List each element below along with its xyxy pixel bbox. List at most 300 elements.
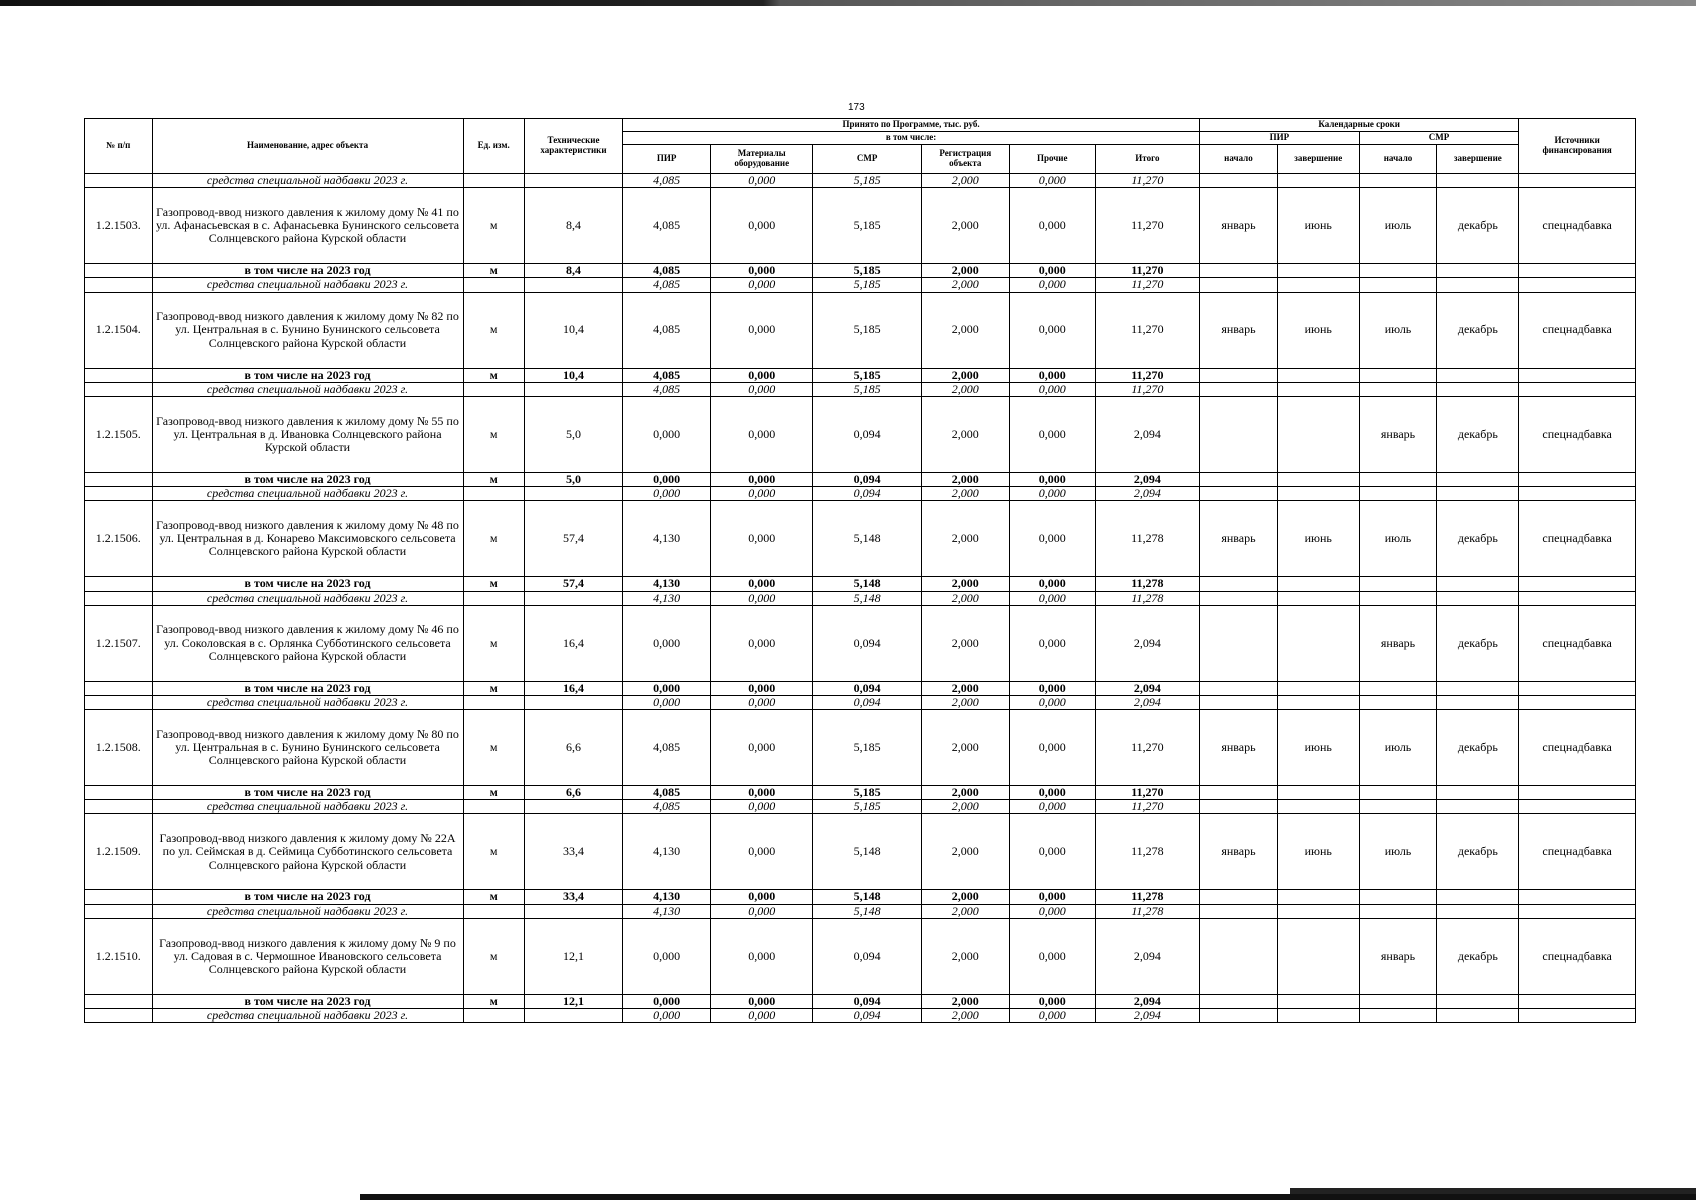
- fund-row: [85, 1009, 1636, 1023]
- object-smr-start: июль: [1359, 501, 1437, 577]
- subtotal-label: в том числе на 2023 год: [152, 786, 463, 800]
- fund-total: 11,270: [1095, 278, 1199, 292]
- object-smr-end: декабрь: [1437, 188, 1519, 264]
- table-header: [85, 119, 1636, 174]
- subtotal-materials: 0,000: [711, 264, 813, 278]
- object-number: 1.2.1510.: [85, 918, 153, 994]
- subtotal-other: 0,000: [1009, 786, 1095, 800]
- object-pir-start: [1200, 396, 1278, 472]
- object-smr: 5,185: [813, 292, 921, 368]
- subtotal-smr: 5,148: [813, 577, 921, 591]
- header-no: № п/п: [85, 119, 153, 174]
- subtotal-materials: 0,000: [711, 786, 813, 800]
- object-other: 0,000: [1009, 605, 1095, 681]
- subtotal-unit: м: [463, 994, 524, 1008]
- object-materials: 0,000: [711, 292, 813, 368]
- fund-pir: 4,130: [623, 904, 711, 918]
- subtotal-other: 0,000: [1009, 577, 1095, 591]
- object-registration: 2,000: [921, 188, 1009, 264]
- object-tech: 12,1: [524, 918, 622, 994]
- object-tech: 6,6: [524, 710, 622, 786]
- subtotal-unit: м: [463, 681, 524, 695]
- object-materials: 0,000: [711, 814, 813, 890]
- subtotal-total: 2,094: [1095, 681, 1199, 695]
- fund-other: 0,000: [1009, 591, 1095, 605]
- fund-label: средства специальной надбавки 2023 г.: [152, 382, 463, 396]
- subtotal-registration: 2,000: [921, 890, 1009, 904]
- fund-registration: 2,000: [921, 278, 1009, 292]
- subtotal-2023-row: [85, 681, 1636, 695]
- scan-edge-bottom: [360, 1194, 1696, 1200]
- subtotal-label: в том числе на 2023 год: [152, 994, 463, 1008]
- subtotal-pir: 4,130: [623, 577, 711, 591]
- object-smr-start: январь: [1359, 396, 1437, 472]
- fund-row: [85, 800, 1636, 814]
- header-cal-smr: СМР: [1359, 132, 1519, 145]
- object-total: 11,270: [1095, 188, 1199, 264]
- fund-total: 11,278: [1095, 904, 1199, 918]
- object-number: 1.2.1503.: [85, 188, 153, 264]
- subtotal-2023-row: [85, 890, 1636, 904]
- subtotal-tech: 57,4: [524, 577, 622, 591]
- object-smr: 0,094: [813, 396, 921, 472]
- fund-total: 2,094: [1095, 695, 1199, 709]
- fund-smr: 5,148: [813, 591, 921, 605]
- fund-pir: 0,000: [623, 1009, 711, 1023]
- fund-total: 2,094: [1095, 1009, 1199, 1023]
- fund-materials: 0,000: [711, 382, 813, 396]
- object-pir-end: июнь: [1277, 710, 1359, 786]
- subtotal-tech: 10,4: [524, 368, 622, 382]
- subtotal-other: 0,000: [1009, 890, 1095, 904]
- object-smr-end: декабрь: [1437, 814, 1519, 890]
- object-source: спецнадбавка: [1519, 605, 1636, 681]
- fund-materials: 0,000: [711, 904, 813, 918]
- object-pir: 0,000: [623, 918, 711, 994]
- object-name: Газопровод-ввод низкого давления к жилому дому № 80 по ул. Центральная в с. Бунино Бунинского сельсовета Солнцевского района Курской области: [152, 710, 463, 786]
- object-source: спецнадбавка: [1519, 814, 1636, 890]
- program-table: [84, 118, 1636, 1023]
- object-other: 0,000: [1009, 710, 1095, 786]
- object-tech: 8,4: [524, 188, 622, 264]
- object-other: 0,000: [1009, 814, 1095, 890]
- fund-label: средства специальной надбавки 2023 г.: [152, 695, 463, 709]
- object-other: 0,000: [1009, 396, 1095, 472]
- object-source: спецнадбавка: [1519, 501, 1636, 577]
- subtotal-tech: 16,4: [524, 681, 622, 695]
- object-source: спецнадбавка: [1519, 710, 1636, 786]
- object-smr-start: июль: [1359, 292, 1437, 368]
- fund-other: 0,000: [1009, 174, 1095, 188]
- subtotal-total: 11,278: [1095, 577, 1199, 591]
- object-total: 11,270: [1095, 710, 1199, 786]
- header-smr: СМР: [813, 145, 921, 174]
- object-row: [85, 710, 1636, 786]
- fund-pir: 4,085: [623, 382, 711, 396]
- subtotal-unit: м: [463, 264, 524, 278]
- header-name: Наименование, адрес объекта: [152, 119, 463, 174]
- fund-label: средства специальной надбавки 2023 г.: [152, 174, 463, 188]
- object-number: 1.2.1508.: [85, 710, 153, 786]
- object-pir-end: [1277, 396, 1359, 472]
- fund-other: 0,000: [1009, 800, 1095, 814]
- subtotal-total: 11,278: [1095, 890, 1199, 904]
- object-number: 1.2.1509.: [85, 814, 153, 890]
- header-other: Прочие: [1009, 145, 1095, 174]
- object-pir-end: [1277, 605, 1359, 681]
- object-tech: 16,4: [524, 605, 622, 681]
- object-registration: 2,000: [921, 501, 1009, 577]
- fund-row: [85, 382, 1636, 396]
- object-pir-start: январь: [1200, 814, 1278, 890]
- fund-label: средства специальной надбавки 2023 г.: [152, 591, 463, 605]
- scan-edge-bottom-right: [1290, 1188, 1696, 1194]
- object-smr-end: декабрь: [1437, 292, 1519, 368]
- object-row: [85, 918, 1636, 994]
- fund-row: [85, 904, 1636, 918]
- object-materials: 0,000: [711, 396, 813, 472]
- fund-registration: 2,000: [921, 800, 1009, 814]
- subtotal-2023-row: [85, 994, 1636, 1008]
- object-other: 0,000: [1009, 292, 1095, 368]
- object-number: 1.2.1504.: [85, 292, 153, 368]
- object-number: 1.2.1507.: [85, 605, 153, 681]
- subtotal-pir: 4,085: [623, 264, 711, 278]
- object-number: 1.2.1505.: [85, 396, 153, 472]
- subtotal-2023-row: [85, 472, 1636, 486]
- subtotal-total: 11,270: [1095, 786, 1199, 800]
- object-smr-end: декабрь: [1437, 710, 1519, 786]
- fund-other: 0,000: [1009, 1009, 1095, 1023]
- object-materials: 0,000: [711, 501, 813, 577]
- page-number: 173: [848, 102, 865, 113]
- object-pir: 4,085: [623, 188, 711, 264]
- object-name: Газопровод-ввод низкого давления к жилому дому № 41 по ул. Афанасьевская в с. Афанасьевка Бунинского сельсовета Солнцевского района Курской области: [152, 188, 463, 264]
- object-registration: 2,000: [921, 396, 1009, 472]
- subtotal-tech: 6,6: [524, 786, 622, 800]
- object-materials: 0,000: [711, 188, 813, 264]
- object-smr: 5,148: [813, 814, 921, 890]
- subtotal-unit: м: [463, 786, 524, 800]
- object-unit: м: [463, 710, 524, 786]
- subtotal-label: в том числе на 2023 год: [152, 681, 463, 695]
- subtotal-pir: 4,085: [623, 368, 711, 382]
- subtotal-label: в том числе на 2023 год: [152, 577, 463, 591]
- header-pir-start: начало: [1200, 145, 1278, 174]
- fund-pir: 4,130: [623, 591, 711, 605]
- subtotal-registration: 2,000: [921, 264, 1009, 278]
- subtotal-pir: 0,000: [623, 994, 711, 1008]
- fund-total: 11,270: [1095, 800, 1199, 814]
- subtotal-tech: 5,0: [524, 472, 622, 486]
- subtotal-materials: 0,000: [711, 472, 813, 486]
- header-unit: Ед. изм.: [463, 119, 524, 174]
- fund-materials: 0,000: [711, 278, 813, 292]
- subtotal-label: в том числе на 2023 год: [152, 264, 463, 278]
- object-source: спецнадбавка: [1519, 396, 1636, 472]
- fund-registration: 2,000: [921, 695, 1009, 709]
- object-smr: 5,148: [813, 501, 921, 577]
- subtotal-materials: 0,000: [711, 681, 813, 695]
- subtotal-other: 0,000: [1009, 368, 1095, 382]
- fund-smr: 0,094: [813, 487, 921, 501]
- object-unit: м: [463, 396, 524, 472]
- fund-other: 0,000: [1009, 278, 1095, 292]
- fund-total: 11,270: [1095, 174, 1199, 188]
- fund-pir: 4,085: [623, 278, 711, 292]
- object-unit: м: [463, 918, 524, 994]
- object-tech: 57,4: [524, 501, 622, 577]
- object-row: [85, 501, 1636, 577]
- object-other: 0,000: [1009, 188, 1095, 264]
- object-name: Газопровод-ввод низкого давления к жилому дому № 82 по ул. Центральная в с. Бунино Бунинского сельсовета Солнцевского района Курской области: [152, 292, 463, 368]
- subtotal-other: 0,000: [1009, 681, 1095, 695]
- object-pir-end: июнь: [1277, 501, 1359, 577]
- object-pir: 4,085: [623, 292, 711, 368]
- object-total: 2,094: [1095, 396, 1199, 472]
- object-smr-start: июль: [1359, 710, 1437, 786]
- fund-row: [85, 278, 1636, 292]
- fund-row: [85, 591, 1636, 605]
- fund-label: средства специальной надбавки 2023 г.: [152, 800, 463, 814]
- object-row: [85, 605, 1636, 681]
- object-row: [85, 396, 1636, 472]
- subtotal-registration: 2,000: [921, 368, 1009, 382]
- subtotal-smr: 5,185: [813, 264, 921, 278]
- object-smr: 5,185: [813, 710, 921, 786]
- object-tech: 10,4: [524, 292, 622, 368]
- fund-row: [85, 695, 1636, 709]
- fund-smr: 5,185: [813, 800, 921, 814]
- fund-smr: 5,148: [813, 904, 921, 918]
- subtotal-registration: 2,000: [921, 681, 1009, 695]
- object-name: Газопровод-ввод низкого давления к жилому дому № 9 по ул. Садовая в с. Чермошное Ивановского сельсовета Солнцевского района Курской области: [152, 918, 463, 994]
- object-name: Газопровод-ввод низкого давления к жилому дому № 48 по ул. Центральная в д. Конарево Максимовского сельсовета Солнцевского района Курской области: [152, 501, 463, 577]
- fund-materials: 0,000: [711, 800, 813, 814]
- header-smr-start: начало: [1359, 145, 1437, 174]
- fund-label: средства специальной надбавки 2023 г.: [152, 278, 463, 292]
- subtotal-label: в том числе на 2023 год: [152, 890, 463, 904]
- fund-smr: 5,185: [813, 382, 921, 396]
- header-accepted: Принято по Программе, тыс. руб.: [623, 119, 1200, 132]
- object-row: [85, 188, 1636, 264]
- fund-smr: 5,185: [813, 174, 921, 188]
- subtotal-other: 0,000: [1009, 994, 1095, 1008]
- subtotal-total: 2,094: [1095, 472, 1199, 486]
- scan-edge-top: [0, 0, 1696, 6]
- fund-total: 2,094: [1095, 487, 1199, 501]
- fund-materials: 0,000: [711, 1009, 813, 1023]
- object-source: спецнадбавка: [1519, 292, 1636, 368]
- object-pir-start: январь: [1200, 501, 1278, 577]
- subtotal-label: в том числе на 2023 год: [152, 472, 463, 486]
- fund-total: 11,278: [1095, 591, 1199, 605]
- object-total: 2,094: [1095, 605, 1199, 681]
- subtotal-2023-row: [85, 577, 1636, 591]
- subtotal-total: 11,270: [1095, 264, 1199, 278]
- fund-registration: 2,000: [921, 487, 1009, 501]
- fund-pir: 0,000: [623, 487, 711, 501]
- object-smr-end: декабрь: [1437, 918, 1519, 994]
- header-sources: Источники финансирования: [1519, 119, 1636, 174]
- header-registration: Регистрация объекта: [921, 145, 1009, 174]
- object-smr: 0,094: [813, 918, 921, 994]
- subtotal-tech: 8,4: [524, 264, 622, 278]
- object-registration: 2,000: [921, 918, 1009, 994]
- object-name: Газопровод-ввод низкого давления к жилому дому № 46 по ул. Соколовская в с. Орлянка Субботинского сельсовета Солнцевского района Курской области: [152, 605, 463, 681]
- fund-materials: 0,000: [711, 174, 813, 188]
- fund-other: 0,000: [1009, 695, 1095, 709]
- subtotal-registration: 2,000: [921, 472, 1009, 486]
- subtotal-tech: 12,1: [524, 994, 622, 1008]
- fund-other: 0,000: [1009, 382, 1095, 396]
- object-smr-end: декабрь: [1437, 501, 1519, 577]
- object-total: 11,278: [1095, 814, 1199, 890]
- object-pir-end: июнь: [1277, 814, 1359, 890]
- object-source: спецнадбавка: [1519, 188, 1636, 264]
- header-calendar: Календарные сроки: [1200, 119, 1519, 132]
- object-materials: 0,000: [711, 918, 813, 994]
- object-materials: 0,000: [711, 710, 813, 786]
- object-tech: 5,0: [524, 396, 622, 472]
- fund-label: средства специальной надбавки 2023 г.: [152, 904, 463, 918]
- fund-pir: 0,000: [623, 695, 711, 709]
- object-smr-start: июль: [1359, 814, 1437, 890]
- object-pir: 0,000: [623, 396, 711, 472]
- subtotal-total: 2,094: [1095, 994, 1199, 1008]
- fund-smr: 0,094: [813, 695, 921, 709]
- fund-pir: 4,085: [623, 800, 711, 814]
- object-pir-start: январь: [1200, 292, 1278, 368]
- subtotal-smr: 5,185: [813, 786, 921, 800]
- subtotal-smr: 5,185: [813, 368, 921, 382]
- fund-smr: 0,094: [813, 1009, 921, 1023]
- table-body: [85, 174, 1636, 1023]
- object-total: 2,094: [1095, 918, 1199, 994]
- subtotal-smr: 0,094: [813, 681, 921, 695]
- object-pir: 4,130: [623, 501, 711, 577]
- object-pir-start: январь: [1200, 188, 1278, 264]
- object-unit: м: [463, 188, 524, 264]
- subtotal-smr: 5,148: [813, 890, 921, 904]
- subtotal-pir: 4,130: [623, 890, 711, 904]
- object-materials: 0,000: [711, 605, 813, 681]
- fund-label: средства специальной надбавки 2023 г.: [152, 487, 463, 501]
- object-other: 0,000: [1009, 501, 1095, 577]
- subtotal-materials: 0,000: [711, 994, 813, 1008]
- object-pir: 4,085: [623, 710, 711, 786]
- object-pir-end: июнь: [1277, 188, 1359, 264]
- subtotal-materials: 0,000: [711, 577, 813, 591]
- fund-registration: 2,000: [921, 174, 1009, 188]
- fund-materials: 0,000: [711, 487, 813, 501]
- object-registration: 2,000: [921, 605, 1009, 681]
- object-name: Газопровод-ввод низкого давления к жилому дому № 55 по ул. Центральная в д. Ивановка Солнцевского района Курской области: [152, 396, 463, 472]
- object-smr-start: июль: [1359, 188, 1437, 264]
- header-pir: ПИР: [623, 145, 711, 174]
- subtotal-materials: 0,000: [711, 890, 813, 904]
- object-smr-start: январь: [1359, 605, 1437, 681]
- header-materials: Материалы оборудование: [711, 145, 813, 174]
- object-smr: 5,185: [813, 188, 921, 264]
- object-name: Газопровод-ввод низкого давления к жилому дому № 22А по ул. Сеймская в д. Сеймица Субботинского сельсовета Солнцевского района Курской области: [152, 814, 463, 890]
- fund-label: средства специальной надбавки 2023 г.: [152, 1009, 463, 1023]
- fund-total: 11,270: [1095, 382, 1199, 396]
- fund-smr: 5,185: [813, 278, 921, 292]
- object-registration: 2,000: [921, 292, 1009, 368]
- subtotal-other: 0,000: [1009, 472, 1095, 486]
- object-pir-start: январь: [1200, 710, 1278, 786]
- object-registration: 2,000: [921, 710, 1009, 786]
- object-pir-start: [1200, 605, 1278, 681]
- object-tech: 33,4: [524, 814, 622, 890]
- subtotal-other: 0,000: [1009, 264, 1095, 278]
- header-including: в том числе:: [623, 132, 1200, 145]
- subtotal-tech: 33,4: [524, 890, 622, 904]
- fund-row: [85, 487, 1636, 501]
- subtotal-unit: м: [463, 577, 524, 591]
- fund-registration: 2,000: [921, 1009, 1009, 1023]
- object-total: 11,270: [1095, 292, 1199, 368]
- subtotal-unit: м: [463, 368, 524, 382]
- object-source: спецнадбавка: [1519, 918, 1636, 994]
- subtotal-unit: м: [463, 472, 524, 486]
- object-number: 1.2.1506.: [85, 501, 153, 577]
- subtotal-label: в том числе на 2023 год: [152, 368, 463, 382]
- object-other: 0,000: [1009, 918, 1095, 994]
- object-pir-end: [1277, 918, 1359, 994]
- subtotal-pir: 0,000: [623, 681, 711, 695]
- fund-pir: 4,085: [623, 174, 711, 188]
- fund-registration: 2,000: [921, 591, 1009, 605]
- subtotal-smr: 0,094: [813, 994, 921, 1008]
- header-cal-pir: ПИР: [1200, 132, 1360, 145]
- subtotal-materials: 0,000: [711, 368, 813, 382]
- header-total: Итого: [1095, 145, 1199, 174]
- subtotal-registration: 2,000: [921, 786, 1009, 800]
- object-pir: 4,130: [623, 814, 711, 890]
- subtotal-2023-row: [85, 264, 1636, 278]
- object-smr-start: январь: [1359, 918, 1437, 994]
- top-fund-row: [85, 174, 1636, 188]
- subtotal-pir: 0,000: [623, 472, 711, 486]
- object-unit: м: [463, 814, 524, 890]
- fund-other: 0,000: [1009, 904, 1095, 918]
- object-row: [85, 292, 1636, 368]
- object-unit: м: [463, 501, 524, 577]
- header-pir-end: завершение: [1277, 145, 1359, 174]
- object-unit: м: [463, 605, 524, 681]
- object-registration: 2,000: [921, 814, 1009, 890]
- fund-materials: 0,000: [711, 591, 813, 605]
- fund-other: 0,000: [1009, 487, 1095, 501]
- subtotal-2023-row: [85, 786, 1636, 800]
- object-smr-end: декабрь: [1437, 396, 1519, 472]
- subtotal-total: 11,270: [1095, 368, 1199, 382]
- subtotal-registration: 2,000: [921, 577, 1009, 591]
- header-smr-end: завершение: [1437, 145, 1519, 174]
- fund-materials: 0,000: [711, 695, 813, 709]
- object-pir-start: [1200, 918, 1278, 994]
- header-tech: Технические характеристики: [524, 119, 622, 174]
- object-row: [85, 814, 1636, 890]
- fund-registration: 2,000: [921, 904, 1009, 918]
- subtotal-pir: 4,085: [623, 786, 711, 800]
- subtotal-2023-row: [85, 368, 1636, 382]
- subtotal-unit: м: [463, 890, 524, 904]
- object-unit: м: [463, 292, 524, 368]
- object-pir-end: июнь: [1277, 292, 1359, 368]
